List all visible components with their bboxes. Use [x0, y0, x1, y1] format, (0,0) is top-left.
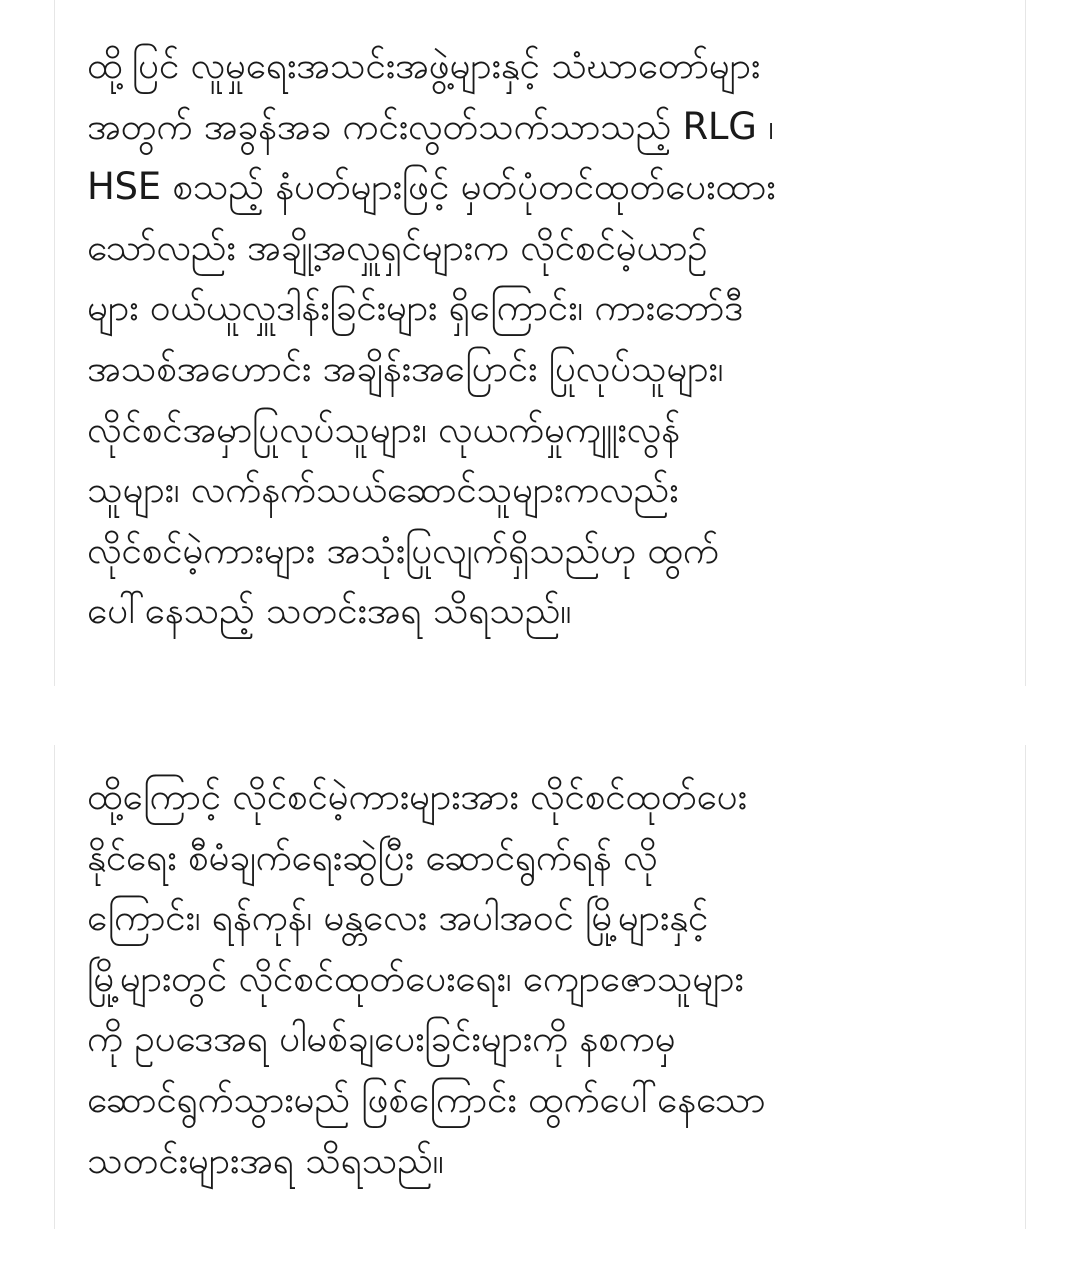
paragraph-line: အသစ်အဟောင်း အချိန်းအပြောင်း ပြုလုပ်သူများ၊ [87, 346, 724, 390]
paragraph-line: ထို့ကြောင့် လိုင်စင်မဲ့ကားများအား လိုင်စင်ထုတ်ပေး [87, 775, 747, 818]
paragraph-2 [87, 767, 1005, 1191]
paragraph-line: သူများ၊ လက်နက်သယ်ဆောင်သူများကလည်း [87, 468, 679, 512]
paragraph-line: နိုင်ရေး စီမံချက်ရေးဆွဲပြီး ဆောင်ရွက်ရန် လို [87, 835, 658, 879]
paragraph-line: မြို့များတွင် လိုင်စင်ထုတ်ပေးရေး၊ ကျောဇောသူများ [87, 956, 744, 1000]
paragraph-line: ပေါ်နေသည့် သတင်းအရ သိရသည်။ [87, 589, 572, 633]
news-card-1 [54, 0, 1026, 686]
paragraph-line: လိုင်စင်မဲ့ကားများ အသုံးပြုလျက်ရှိသည်ဟု ထွက် [87, 528, 719, 572]
paragraph-line: သတင်းများအရ သိရသည်။ [87, 1138, 444, 1182]
news-card-2 [54, 745, 1026, 1229]
paragraph-line: ဆောင်ရွက်သွားမည် ဖြစ်ကြောင်း ထွက်ပေါ်နေသော [87, 1077, 766, 1121]
paragraph-line: လိုင်စင်အမှာပြုလုပ်သူများ၊ လုယက်မှုကျူးလွန် [87, 407, 680, 451]
paragraph-line: သော်လည်း အချို့အလှူရှင်များက လိုင်စင်မဲ့ယာဉ် [87, 225, 708, 269]
paragraph-line: များ ဝယ်ယူလှူဒါန်းခြင်းများ ရှိကြောင်း၊ ကားဘော်ဒီ [87, 286, 744, 330]
paragraph-line: ထို့ပြင် လူမှုရေးအသင်းအဖွဲ့များနှင့် သံဃာတော်များ [87, 44, 761, 87]
paragraph-line: အတွက် အခွန်အခ ကင်းလွတ်သက်သာသည့် RLG ၊ [87, 104, 774, 148]
paragraph-line: ကို ဥပဒေအရ ပါမစ်ချပေးခြင်းများကို နစကမှ [87, 1017, 676, 1061]
paragraph-1 [87, 36, 1005, 642]
paragraph-line: ကြောင်း၊ ရန်ကုန်၊ မန္တလေး အပါအဝင် မြို့များနှင့် [87, 896, 709, 940]
paragraph-line: HSE စသည့် နံပတ်များဖြင့် မှတ်ပုံတင်ထုတ်ပေးထား [87, 165, 776, 209]
